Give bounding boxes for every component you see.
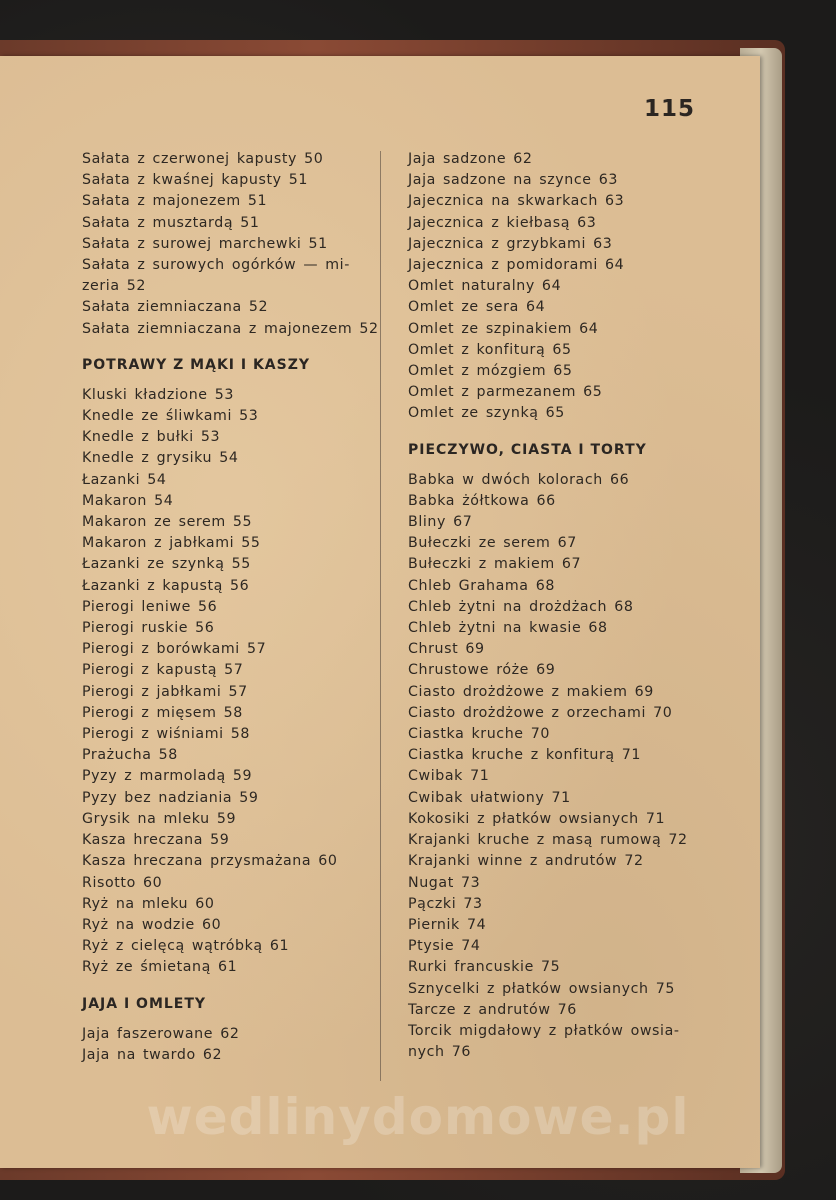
index-entry: Sałata z surowej marchewki 51 xyxy=(82,235,328,252)
section-heading: POTRAWY Z MĄKI I KASZY xyxy=(82,356,311,373)
index-entry: Knedle z grysiku 54 xyxy=(82,450,239,467)
index-entry: Sałata z surowych ogórków — mi- xyxy=(82,257,350,274)
index-entry: Ryż na wodzie 60 xyxy=(82,916,222,933)
index-entry: Torcik migdałowy z płatków owsia- xyxy=(408,1022,680,1039)
left-column xyxy=(82,149,379,1066)
index-entry: Omlet ze szpinakiem 64 xyxy=(408,320,599,337)
index-entry: Omlet z parmezanem 65 xyxy=(408,384,603,401)
index-entry: Bułeczki ze serem 67 xyxy=(408,535,577,552)
book-page xyxy=(0,56,760,1168)
index-entry: Omlet z konfiturą 65 xyxy=(408,341,572,358)
index-entry: Cwibak 71 xyxy=(408,768,490,785)
index-entry: Nugat 73 xyxy=(408,874,481,891)
index-entry: Grysik na mleku 59 xyxy=(82,810,237,827)
index-entry: Ciastka kruche z konfiturą 71 xyxy=(408,747,642,764)
index-entry: Babka żółtkowa 66 xyxy=(408,492,556,509)
index-entry: Łazanki z kapustą 56 xyxy=(82,577,250,594)
index-entry: Prażucha 58 xyxy=(82,747,178,764)
index-entry: Knedle z bułki 53 xyxy=(82,429,221,446)
index-entry: Ciasto drożdżowe z makiem 69 xyxy=(408,683,654,700)
index-entry: Pyzy bez nadziania 59 xyxy=(82,789,259,806)
index-entry: Omlet ze sera 64 xyxy=(408,299,546,316)
section-heading: PIECZYWO, CIASTA I TORTY xyxy=(408,441,647,458)
index-entry: Pierogi z borówkami 57 xyxy=(82,641,267,658)
index-entry: Ryż na mleku 60 xyxy=(82,895,215,912)
index-entry: Sałata ziemniaczana 52 xyxy=(82,299,269,316)
index-entry: Omlet ze szynką 65 xyxy=(408,405,565,422)
index-entry: Łazanki ze szynką 55 xyxy=(82,556,251,573)
index-entry: Ryż z cielęcą wątróbką 61 xyxy=(82,938,290,955)
index-entry: Makaron ze serem 55 xyxy=(82,514,253,531)
column-divider xyxy=(380,151,381,1081)
index-entry: Krajanki kruche z masą rumową 72 xyxy=(408,832,688,849)
index-entry: Cwibak ułatwiony 71 xyxy=(408,789,571,806)
index-entry: Rurki francuskie 75 xyxy=(408,959,561,976)
index-entry: Chrust 69 xyxy=(408,641,485,658)
index-entry: Kasza hreczana przysmażana 60 xyxy=(82,853,338,870)
index-entry: Pączki 73 xyxy=(408,895,483,912)
index-entry: Ryż ze śmietaną 61 xyxy=(82,959,238,976)
index-entry: Ptysie 74 xyxy=(408,938,481,955)
index-entry: Pierogi z wiśniami 58 xyxy=(82,726,251,743)
index-entry: Sałata ziemniaczana z majonezem 52 xyxy=(82,320,379,337)
entry-list xyxy=(408,470,708,1064)
index-entry: Jaja faszerowane 62 xyxy=(82,1025,240,1042)
index-entry: Jajecznica na skwarkach 63 xyxy=(408,193,625,210)
right-column xyxy=(408,149,708,1063)
index-entry: Omlet naturalny 64 xyxy=(408,278,562,295)
index-entry: Jajecznica z kiełbasą 63 xyxy=(408,214,597,231)
index-entry: Sznycelki z płatków owsianych 75 xyxy=(408,980,675,997)
index-entry: Pierogi z kapustą 57 xyxy=(82,662,244,679)
index-entry: Kasza hreczana 59 xyxy=(82,832,230,849)
index-entry: Pyzy z marmoladą 59 xyxy=(82,768,253,785)
index-entry: Bułeczki z makiem 67 xyxy=(408,556,582,573)
index-entry: Jajecznica z grzybkami 63 xyxy=(408,235,613,252)
index-entry: Jaja sadzone na szynce 63 xyxy=(408,172,618,189)
index-entry: Piernik 74 xyxy=(408,916,487,933)
page-number: 115 xyxy=(644,96,696,122)
index-entry: Chleb żytni na drożdżach 68 xyxy=(408,598,634,615)
entry-list xyxy=(82,149,379,340)
index-entry: Sałata z musztardą 51 xyxy=(82,214,260,231)
section-heading: JAJA I OMLETY xyxy=(82,995,207,1012)
index-entry: zeria 52 xyxy=(82,278,147,295)
entry-list xyxy=(82,385,372,979)
index-entry: Babka w dwóch kolorach 66 xyxy=(408,471,630,488)
index-entry: Ciastka kruche 70 xyxy=(408,726,550,743)
index-entry: Tarcze z andrutów 76 xyxy=(408,1001,577,1018)
index-entry: Bliny 67 xyxy=(408,514,473,531)
index-entry: Jajecznica z pomidorami 64 xyxy=(408,257,625,274)
watermark-text: wedlinydomowe.pl xyxy=(146,1088,690,1146)
index-entry: Makaron z jabłkami 55 xyxy=(82,535,261,552)
index-entry: Kluski kładzione 53 xyxy=(82,386,234,403)
index-entry: Pierogi z jabłkami 57 xyxy=(82,683,248,700)
index-entry: Omlet z mózgiem 65 xyxy=(408,363,573,380)
index-entry: Sałata z kwaśnej kapusty 51 xyxy=(82,172,308,189)
index-entry: Makaron 54 xyxy=(82,492,174,509)
index-entry: Pierogi z mięsem 58 xyxy=(82,704,243,721)
index-entry: Knedle ze śliwkami 53 xyxy=(82,408,259,425)
index-entry: Jaja sadzone 62 xyxy=(408,151,533,167)
index-entry: Risotto 60 xyxy=(82,874,163,891)
index-entry: Sałata z czerwonej kapusty 50 xyxy=(82,151,324,167)
index-entry: Pierogi leniwe 56 xyxy=(82,598,218,615)
entry-list xyxy=(408,149,708,425)
index-entry: Krajanki winne z andrutów 72 xyxy=(408,853,644,870)
index-entry: Ciasto drożdżowe z orzechami 70 xyxy=(408,704,673,721)
index-entry: Łazanki 54 xyxy=(82,471,167,488)
index-entry: nych 76 xyxy=(408,1044,471,1061)
index-entry: Sałata z majonezem 51 xyxy=(82,193,268,210)
index-entry: Kokosiki z płatków owsianych 71 xyxy=(408,810,666,827)
index-entry: Chleb żytni na kwasie 68 xyxy=(408,620,608,637)
entry-list xyxy=(82,1024,372,1066)
index-entry: Pierogi ruskie 56 xyxy=(82,620,215,637)
index-entry: Jaja na twardo 62 xyxy=(82,1046,223,1063)
index-entry: Chleb Grahama 68 xyxy=(408,577,555,594)
index-entry: Chrustowe róże 69 xyxy=(408,662,556,679)
